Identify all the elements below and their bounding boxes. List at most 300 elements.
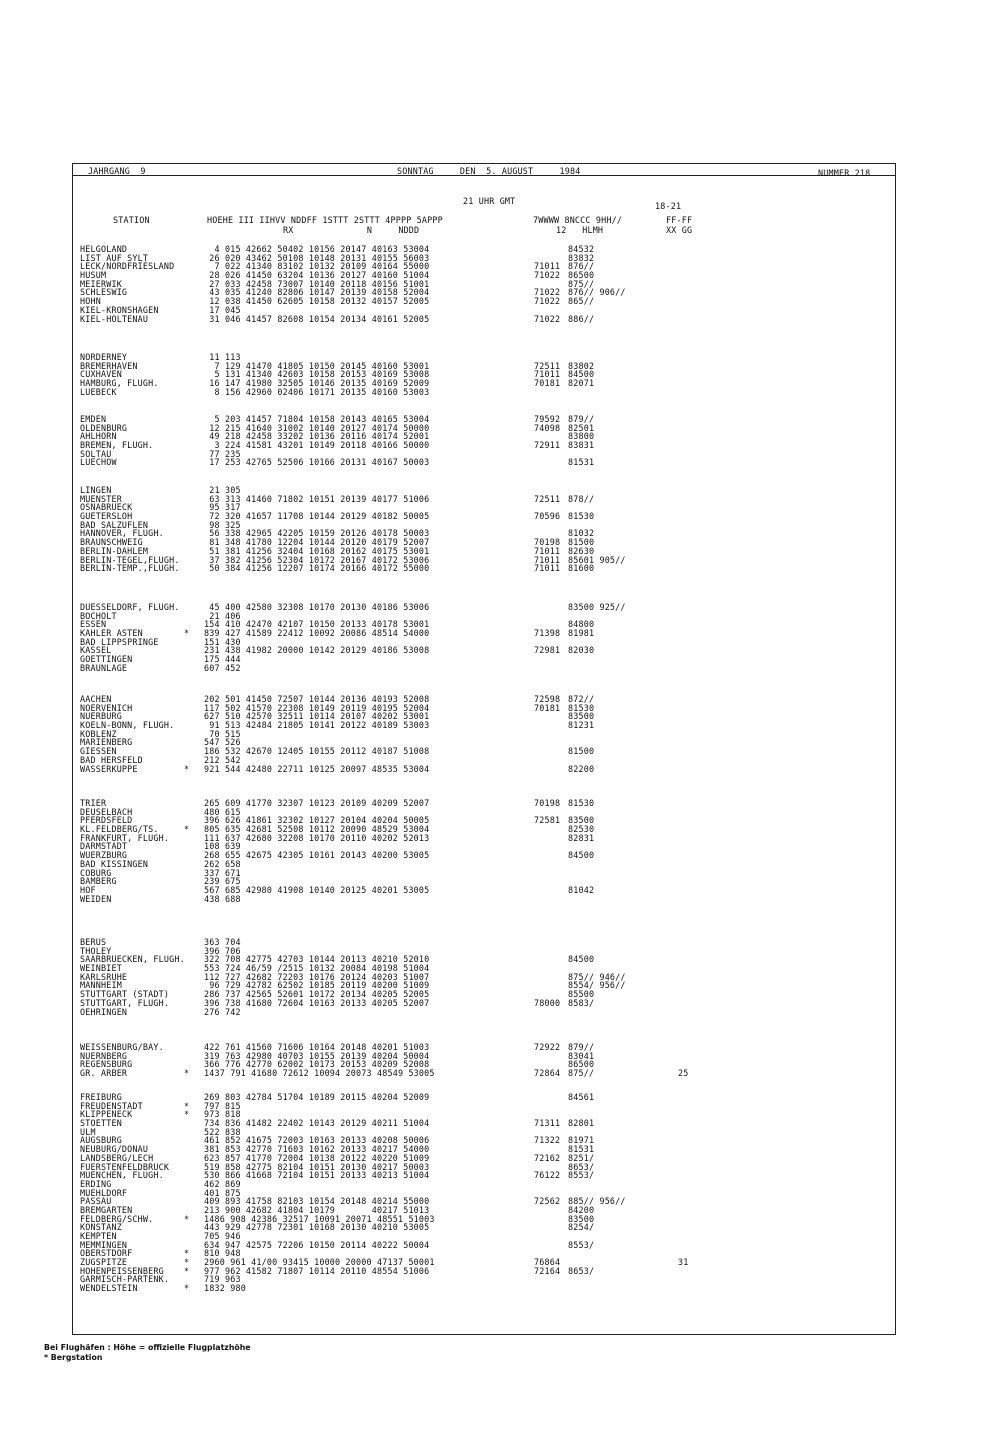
cloud-groups: 84200	[568, 1204, 595, 1215]
station-name: LUEBECK	[80, 386, 117, 397]
main-column-subheader: RX N NDDD	[283, 225, 420, 235]
weather-group: 70181	[534, 378, 561, 389]
observation-groups: 175 444	[204, 654, 241, 665]
station-name: BAD KISSINGEN	[80, 858, 149, 869]
station-name: GOETTINGEN	[80, 654, 133, 665]
cloud-groups: 875// 946//	[568, 971, 626, 982]
weather-group: 72562	[534, 1196, 561, 1207]
station-name: DEUSELBACH	[80, 806, 133, 817]
observation-groups: 363 704	[204, 937, 241, 947]
observation-groups: 51 381 41256 32404 10168 20162 40175 53001	[204, 545, 430, 556]
station-name: HUSUM	[80, 270, 107, 281]
cloud-groups: 81531	[568, 1144, 595, 1155]
observation-groups: 95 317	[204, 502, 241, 513]
cloud-groups: 8583/	[568, 997, 595, 1008]
observation-groups: 462 869	[204, 1178, 241, 1189]
cloud-groups: 84800	[568, 619, 595, 630]
station-name: HOHENPEISSENBERG	[80, 1265, 164, 1276]
station-name: MUENSTER	[80, 493, 122, 504]
observation-groups: 607 452	[204, 662, 241, 673]
station-name: SOLTAU	[80, 448, 112, 459]
station-name: OBERSTDORF	[80, 1248, 133, 1259]
cloud-groups: 81531	[568, 457, 595, 468]
far-column-header: FF-FF	[666, 215, 693, 225]
observation-groups: 627 510 42570 32511 10114 20107 40202 53001	[204, 711, 430, 722]
cloud-groups: 81981	[568, 628, 595, 639]
cloud-groups: 81500	[568, 537, 595, 548]
station-name: BAMBERG	[80, 876, 117, 887]
cloud-groups: 83500 925//	[568, 602, 626, 612]
weather-group: 72511	[534, 493, 561, 504]
station-name: GIESSEN	[80, 746, 117, 757]
station-name: KAHLER ASTEN	[80, 628, 143, 639]
station-name: MUEHLDORF	[80, 1187, 128, 1198]
station-name: STUTTGART, FLUGH.	[80, 997, 170, 1008]
observation-groups: 623 857 41770 72004 10138 20122 40220 51009	[204, 1152, 430, 1163]
observation-groups: 810 948	[204, 1248, 241, 1259]
observation-groups: 12 215 41640 31002 10140 20127 40174 50000	[204, 422, 430, 433]
observation-groups: 522 838	[204, 1126, 241, 1137]
observation-groups: 231 438 41982 20000 10142 20129 40186 53008	[204, 645, 430, 656]
mountain-station-marker: *	[184, 1100, 190, 1111]
station-name: FRANKFURT, FLUGH.	[80, 832, 170, 843]
observation-groups: 91 513 42484 21805 10141 20122 40189 53003	[204, 720, 430, 731]
observation-groups: 26 020 43462 50108 10148 20131 40155 56003	[204, 252, 430, 263]
observation-groups: 186 532 42670 12405 10155 20112 40187 51008	[204, 746, 430, 757]
station-name: NUERBURG	[80, 711, 122, 722]
station-name: BREMEN, FLUGH.	[80, 440, 154, 451]
station-name: KIEL-KRONSHAGEN	[80, 304, 159, 315]
right-column-header: 7WWWW 8NCCC 9HH//	[533, 215, 623, 225]
cloud-groups: 83831	[568, 440, 595, 451]
observation-groups: 286 737 42565 52601 10172 20134 40205 52005	[204, 989, 430, 1000]
station-name: TRIER	[80, 798, 107, 808]
observation-groups: 16 147 41980 32505 10146 20135 40169 52009	[204, 378, 430, 389]
weather-group: 72864	[534, 1068, 561, 1079]
observation-groups: 366 776 42770 62002 10173 20153 40209 52008	[204, 1059, 430, 1070]
observation-groups: 1437 791 41680 72612 10094 20073 48549 53005	[204, 1068, 435, 1079]
observation-groups: 268 655 42675 42305 10161 20143 40200 53005	[204, 850, 430, 861]
weather-group: 71022	[534, 313, 561, 324]
observation-groups: 269 803 42784 51704 10189 20115 40204 52009	[204, 1092, 430, 1102]
weather-group: 72581	[534, 815, 561, 826]
observation-groups: 108 639	[204, 841, 241, 852]
station-name: BERLIN-TEGEL,FLUGH.	[80, 554, 180, 565]
cloud-groups: 82501	[568, 422, 595, 433]
cloud-groups: 81500	[568, 746, 595, 757]
cloud-groups: 8653/	[568, 1265, 595, 1276]
station-name: HANNOVER, FLUGH.	[80, 528, 164, 539]
station-name: NEUBURG/DONAU	[80, 1144, 149, 1155]
page-frame	[72, 163, 896, 1335]
weather-group: 71398	[534, 628, 561, 639]
station-name: WEINBIET	[80, 963, 122, 974]
observation-groups: 72 320 41657 11708 10144 20129 40182 50005	[204, 511, 430, 522]
station-name: THOLEY	[80, 945, 112, 956]
wind-gust: 25	[678, 1068, 689, 1079]
observation-groups: 154 410 42470 42107 10150 20133 40178 53001	[204, 619, 430, 630]
weather-group: 71022	[534, 270, 561, 281]
station-name: PASSAU	[80, 1196, 112, 1207]
weather-group: 71011	[534, 545, 561, 556]
station-name: KONSTANZ	[80, 1222, 122, 1233]
observation-groups: 5 203 41457 71804 10158 20143 40165 53004	[204, 414, 430, 424]
weather-group: 71011	[534, 369, 561, 380]
cloud-groups: 875//	[568, 1068, 595, 1079]
far-column-subheader: XX GG	[666, 225, 693, 235]
station-name: MEMMINGEN	[80, 1239, 128, 1250]
observation-groups: 117 502 41570 22308 10149 20119 40195 52004	[204, 702, 430, 713]
station-name: ESSEN	[80, 619, 107, 630]
station-name: OLDENBURG	[80, 422, 128, 433]
cloud-groups: 84500	[568, 850, 595, 861]
station-name: STOETTEN	[80, 1118, 122, 1129]
mountain-station-marker: *	[184, 1213, 190, 1224]
station-name: BAD SALZUFLEN	[80, 519, 149, 530]
cloud-groups: 83041	[568, 1050, 595, 1061]
observation-groups: 3 224 41581 43201 10149 20118 40166 50000	[204, 440, 430, 451]
cloud-groups: 83800	[568, 431, 595, 442]
weather-group: 71022	[534, 296, 561, 307]
observation-groups: 805 635 42681 52508 10112 20090 48529 53004	[204, 824, 430, 835]
station-name: MANNHEIM	[80, 980, 122, 991]
cloud-groups: 84500	[568, 369, 595, 380]
weather-group: 72162	[534, 1152, 561, 1163]
cloud-groups: 81231	[568, 720, 595, 731]
cloud-groups: 81042	[568, 884, 595, 895]
observation-groups: 31 046 41457 82608 10154 20134 40161 52005	[204, 313, 430, 324]
cloud-groups: 878//	[568, 493, 595, 504]
weather-group: 79592	[534, 414, 561, 424]
cloud-groups: 886//	[568, 313, 595, 324]
observation-groups: 43 035 41240 82806 10147 20139 40158 52004	[204, 287, 430, 298]
observation-groups: 553 724 46/59 /2515 10132 20084 40198 51004	[204, 963, 430, 974]
station-name: DARMSTADT	[80, 841, 128, 852]
station-name: AACHEN	[80, 694, 112, 704]
observation-groups: 461 852 41675 72003 10163 20133 40208 50006	[204, 1135, 430, 1146]
station-name: GR. ARBER	[80, 1068, 128, 1079]
mountain-station-marker: *	[184, 1248, 190, 1259]
weather-group: 70198	[534, 798, 561, 808]
observation-groups: 56 338 42965 42205 10159 20126 40178 50003	[204, 528, 430, 539]
observation-groups: 839 427 41589 22412 10092 20086 48514 54000	[204, 628, 430, 639]
observation-groups: 4 015 42662 50402 10156 20147 40163 53004	[204, 244, 430, 254]
station-name: BRAUNLAGE	[80, 662, 128, 673]
station-name: LUECHOW	[80, 457, 117, 468]
observation-groups: 96 729 42782 62502 10185 20119 40200 51009	[204, 980, 430, 991]
cloud-groups: 83802	[568, 360, 595, 371]
mountain-station-marker: *	[184, 1283, 190, 1294]
station-name: BREMERHAVEN	[80, 360, 138, 371]
cloud-groups: 84561	[568, 1092, 595, 1102]
observation-groups: 262 658	[204, 858, 241, 869]
weather-group: 70596	[534, 511, 561, 522]
weather-group: 71322	[534, 1135, 561, 1146]
station-name: CUXHAVEN	[80, 369, 122, 380]
station-name: ZUGSPITZE	[80, 1257, 128, 1268]
station-name: BOCHOLT	[80, 610, 117, 621]
cloud-groups: 82630	[568, 545, 595, 556]
weather-group: 72598	[534, 694, 561, 704]
weather-group: 71011	[534, 261, 561, 272]
cloud-groups: 8653/	[568, 1161, 595, 1172]
cloud-groups: 875//	[568, 278, 595, 289]
weather-group: 78000	[534, 997, 561, 1008]
observation-groups: 7 022 41340 83102 10132 20109 40164 55000	[204, 261, 430, 272]
footnote-airports: Bei Flughäfen : Höhe = offizielle Flugplatzhöhe	[44, 1343, 251, 1352]
observation-groups: 480 615	[204, 806, 241, 817]
cloud-groups: 83500	[568, 711, 595, 722]
observation-groups: 77 235	[204, 448, 241, 459]
cloud-groups: 82530	[568, 824, 595, 835]
observation-groups: 337 671	[204, 867, 241, 878]
observation-groups: 28 026 41450 63204 10136 20127 40160 51004	[204, 270, 430, 281]
observation-groups: 530 866 41668 72104 10151 20133 40213 51004	[204, 1170, 430, 1181]
observation-groups: 21 406	[204, 610, 241, 621]
station-name: WEIDEN	[80, 893, 112, 904]
mountain-station-marker: *	[184, 824, 190, 835]
observation-groups: 276 742	[204, 1006, 241, 1017]
observation-groups: 49 218 42458 33202 10136 20116 40174 52001	[204, 431, 430, 442]
station-name: OEHRINGEN	[80, 1006, 128, 1017]
station-name: LINGEN	[80, 485, 112, 495]
station-name: REGENSBURG	[80, 1059, 133, 1070]
observation-groups: 17 045	[204, 304, 241, 315]
station-name: MUENCHEN, FLUGH.	[80, 1170, 164, 1181]
observation-groups: 409 893 41758 82103 10154 20148 40214 55000	[204, 1196, 430, 1207]
observation-groups: 734 836 41482 22402 10143 20129 40211 51004	[204, 1118, 430, 1129]
cloud-groups: 84532	[568, 244, 595, 254]
cloud-groups: 872//	[568, 694, 595, 704]
weather-group: 76122	[534, 1170, 561, 1181]
observation-groups: 45 400 42580 32308 10170 20130 40186 53006	[204, 602, 430, 612]
weather-group: 72922	[534, 1042, 561, 1052]
cloud-groups: 82030	[568, 645, 595, 656]
observation-groups: 111 637 42680 32208 10170 20110 40202 52013	[204, 832, 430, 843]
station-name: NUERNBERG	[80, 1050, 128, 1061]
issue-number: NUMMER 218	[818, 168, 871, 178]
cloud-groups: 8553/	[568, 1239, 595, 1250]
cloud-groups: 81530	[568, 511, 595, 522]
station-name: BREMGARTEN	[80, 1204, 133, 1215]
station-name: PFERDSFELD	[80, 815, 133, 826]
cloud-groups: 86500	[568, 270, 595, 281]
weather-group: 71311	[534, 1118, 561, 1129]
station-name: SAARBRUECKEN, FLUGH.	[80, 954, 185, 965]
observation-groups: 27 033 42458 73007 10140 20118 40156 51001	[204, 278, 430, 289]
cloud-groups: 8554/ 956//	[568, 980, 626, 991]
mountain-station-marker: *	[184, 1109, 190, 1120]
station-name: FUERSTENFELDBRUCK	[80, 1161, 170, 1172]
observation-groups: 547 526	[204, 737, 241, 748]
station-name: BAD HERSFELD	[80, 754, 143, 765]
station-name: FREUDENSTADT	[80, 1100, 143, 1111]
observation-groups: 265 609 41770 32307 10123 20109 40209 52007	[204, 798, 430, 808]
cloud-groups: 82801	[568, 1118, 595, 1129]
station-name: KASSEL	[80, 645, 112, 656]
station-name: WUERZBURG	[80, 850, 128, 861]
observation-groups: 63 313 41460 71802 10151 20139 40177 51006	[204, 493, 430, 504]
station-name: BAD LIPPSPRINGE	[80, 636, 159, 647]
station-name: HELGOLAND	[80, 244, 128, 254]
cloud-groups: 81530	[568, 702, 595, 713]
observation-groups: 401 875	[204, 1187, 241, 1198]
observation-groups: 567 685 42980 41908 10140 20125 40201 53005	[204, 884, 430, 895]
observation-groups: 719 963	[204, 1274, 241, 1285]
cloud-groups: 876//	[568, 261, 595, 272]
cloud-groups: 8254/	[568, 1222, 595, 1233]
observation-groups: 12 038 41450 62605 10158 20132 40157 52005	[204, 296, 430, 307]
observation-groups: 519 858 42775 82104 10151 20130 40217 50003	[204, 1161, 430, 1172]
station-name: KIEL-HOLTENAU	[80, 313, 149, 324]
mountain-station-marker: *	[184, 1265, 190, 1276]
cloud-groups: 86500	[568, 1059, 595, 1070]
observation-groups: 705 946	[204, 1231, 241, 1241]
station-name: KARLSRUHE	[80, 971, 128, 982]
station-name: KLIPPENECK	[80, 1109, 133, 1120]
right-column-subheader: 12 HLMH	[556, 225, 604, 235]
observation-groups: 50 384 41256 12207 10174 20166 40172 55000	[204, 563, 430, 574]
cloud-groups: 865//	[568, 296, 595, 307]
cloud-groups: 83500	[568, 815, 595, 826]
observation-groups: 443 929 42778 72301 10168 20130 40210 53005	[204, 1222, 430, 1233]
station-name: KL.FELDBERG/TS.	[80, 824, 159, 835]
period-label: 18-21	[655, 201, 682, 211]
observation-groups: 151 430	[204, 636, 241, 647]
station-name: EMDEN	[80, 414, 107, 424]
weather-group: 70198	[534, 537, 561, 548]
cloud-groups: 81032	[568, 528, 595, 539]
station-name: BERLIN-TEMP.,FLUGH.	[80, 563, 180, 574]
station-name: LECK/NORDFRIESLAND	[80, 261, 175, 272]
cloud-groups: 85601 905//	[568, 554, 626, 565]
observation-groups: 438 688	[204, 893, 241, 904]
cloud-groups: 885// 956//	[568, 1196, 626, 1207]
observation-groups: 239 675	[204, 876, 241, 887]
station-name: DUESSELDORF, FLUGH.	[80, 602, 180, 612]
cloud-groups: 879//	[568, 414, 595, 424]
station-name: MEIERWIK	[80, 278, 122, 289]
observation-groups: 112 727 42682 72203 10176 20124 40203 51007	[204, 971, 430, 982]
observation-groups: 921 544 42480 22711 10125 20097 48535 53004	[204, 763, 430, 774]
cloud-groups: 83832	[568, 252, 595, 263]
station-name: MARIENBERG	[80, 737, 133, 748]
time-label: 21 UHR GMT	[463, 196, 516, 206]
observation-groups: 977 962 41582 71807 10114 20110 48554 51006	[204, 1265, 430, 1276]
mountain-station-marker: *	[184, 628, 190, 639]
station-name: HOHN	[80, 296, 101, 307]
station-name: KOELN-BONN, FLUGH.	[80, 720, 175, 731]
station-name: GARMISCH-PARTENK.	[80, 1274, 170, 1285]
weather-group: 71022	[534, 287, 561, 298]
station-name: FELDBERG/SCHW.	[80, 1213, 154, 1224]
station-name: AUGSBURG	[80, 1135, 122, 1146]
cloud-groups: 82831	[568, 832, 595, 843]
observation-groups: 37 382 41256 52304 10172 20167 40172 53006	[204, 554, 430, 565]
station-name: FREIBURG	[80, 1092, 122, 1102]
wind-gust: 31	[678, 1257, 689, 1268]
weather-group: 71011	[534, 563, 561, 574]
jahrgang-label: JAHRGANG 9	[88, 166, 146, 176]
footnote	[44, 1343, 251, 1362]
station-name: BRAUNSCHWEIG	[80, 537, 143, 548]
cloud-groups: 82071	[568, 378, 595, 389]
observation-groups: 381 853 42770 71603 10162 20133 40217 54000	[204, 1144, 430, 1155]
observation-groups: 21 305	[204, 485, 241, 495]
observation-groups: 634 947 42575 72206 10150 20114 40222 50004	[204, 1239, 430, 1250]
observation-groups: 396 738 41680 72604 10163 20133 40205 52007	[204, 997, 430, 1008]
cloud-groups: 85500	[568, 989, 595, 1000]
observation-groups: 70 515	[204, 728, 241, 739]
weather-group: 72911	[534, 440, 561, 451]
station-name: WEISSENBURG/BAY.	[80, 1042, 164, 1052]
station-name: WENDELSTEIN	[80, 1283, 138, 1294]
station-name: ERDING	[80, 1178, 112, 1189]
observation-groups: 319 763 42980 40703 10155 20139 40204 50004	[204, 1050, 430, 1061]
station-name: NOERVENICH	[80, 702, 133, 713]
weather-group: 72511	[534, 360, 561, 371]
cloud-groups: 8251/	[568, 1152, 595, 1163]
weather-group: 71011	[534, 554, 561, 565]
cloud-groups: 81530	[568, 798, 595, 808]
observation-groups: 2960 961 41/00 93415 10000 20000 47137 50001	[204, 1257, 435, 1268]
observation-groups: 17 253 42765 52506 10166 20131 40167 50003	[204, 457, 430, 468]
observation-groups: 422 761 41560 71606 10164 20148 40201 51003	[204, 1042, 430, 1052]
station-name: KEMPTEN	[80, 1231, 117, 1241]
weather-group: 70181	[534, 702, 561, 713]
station-name: AHLHORN	[80, 431, 117, 442]
station-name: OSNABRUECK	[80, 502, 133, 513]
station-name: WASSERKUPPE	[80, 763, 138, 774]
observation-groups: 396 706	[204, 945, 241, 956]
observation-groups: 213 900 42682 41804 10179 40217 51013	[204, 1204, 430, 1215]
station-name: BERLIN-DAHLEM	[80, 545, 149, 556]
mountain-station-marker: *	[184, 763, 190, 774]
station-name: SCHLESWIG	[80, 287, 128, 298]
station-name: LIST AUF SYLT	[80, 252, 149, 263]
weather-group: 74098	[534, 422, 561, 433]
mountain-station-marker: *	[184, 1257, 190, 1268]
observation-groups: 11 113	[204, 352, 241, 362]
cloud-groups: 876// 906//	[568, 287, 626, 298]
cloud-groups: 84500	[568, 954, 595, 965]
station-name: LANDSBERG/LECH	[80, 1152, 154, 1163]
observation-groups: 5 131 41340 42603 10158 20153 40169 53008	[204, 369, 430, 380]
observation-groups: 98 325	[204, 519, 241, 530]
weather-group: 76864	[534, 1257, 561, 1268]
cloud-groups: 879//	[568, 1042, 595, 1052]
cloud-groups: 8553/	[568, 1170, 595, 1181]
observation-groups: 202 501 41450 72507 10144 20136 40193 52008	[204, 694, 430, 704]
observation-groups: 212 542	[204, 754, 241, 765]
date-label: SONNTAG DEN 5. AUGUST 1984	[397, 166, 581, 176]
station-name: NORDERNEY	[80, 352, 128, 362]
station-name: COBURG	[80, 867, 112, 878]
observation-groups: 81 348 41780 12204 10144 20120 40179 52007	[204, 537, 430, 548]
cloud-groups: 83500	[568, 1213, 595, 1224]
main-column-header: HOEHE III IIHVV NDDFF 1STTT 2STTT 4PPPP 5APPP	[207, 215, 443, 225]
observation-groups: 7 129 41470 41805 10150 20145 40160 53001	[204, 360, 430, 371]
observation-groups: 1486 908 42386 32517 10091 20071 48551 51003	[204, 1213, 435, 1224]
mountain-station-marker: *	[184, 1068, 190, 1079]
cloud-groups: 82200	[568, 763, 595, 774]
station-name: KOBLENZ	[80, 728, 117, 739]
station-column-header: STATION	[113, 215, 150, 225]
station-name: BERUS	[80, 937, 107, 947]
cloud-groups: 81971	[568, 1135, 595, 1146]
station-name: STUTTGART (STADT)	[80, 989, 170, 1000]
observation-groups: 8 156 42960 02406 10171 20135 40160 53003	[204, 386, 430, 397]
